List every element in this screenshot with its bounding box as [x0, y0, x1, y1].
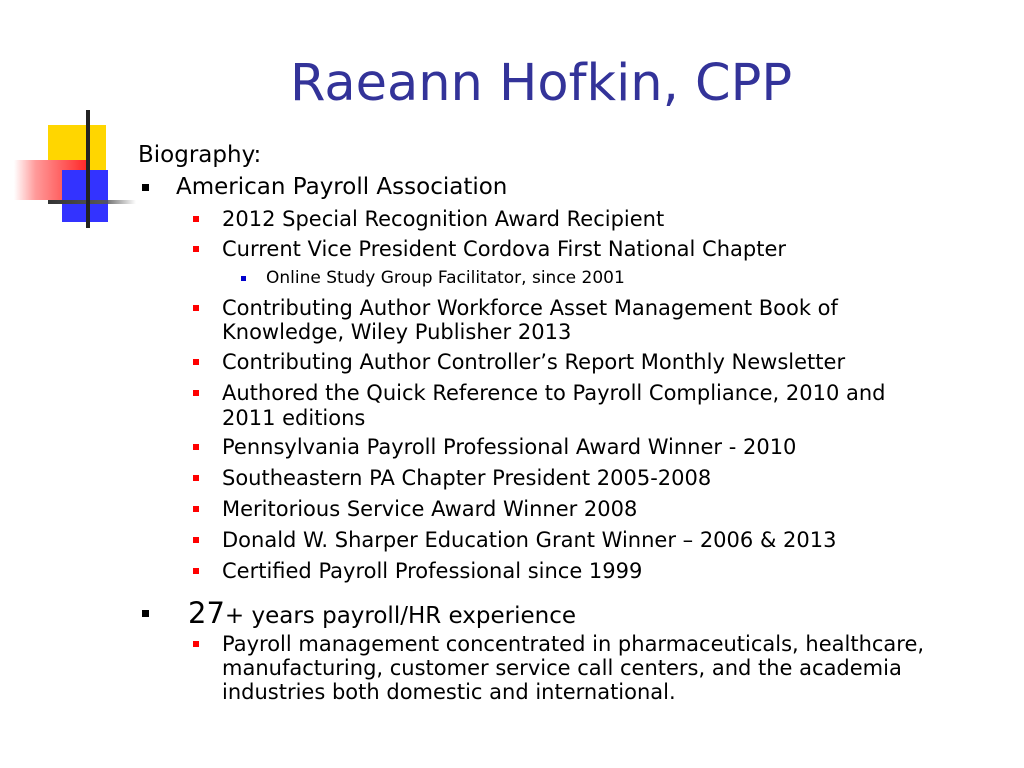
bullet-level2	[193, 641, 199, 647]
slide-title: Raeann Hofkin, CPP	[290, 54, 793, 113]
bullet-level3	[241, 276, 246, 281]
biography-label: Biography:	[138, 142, 262, 168]
decorative-horizontal-line	[48, 200, 136, 204]
decorative-blue-square	[62, 170, 108, 222]
decorative-vertical-line	[86, 110, 90, 228]
bullet-level2	[193, 390, 199, 396]
bullet-level2	[193, 216, 199, 222]
experience-heading-text: + years payroll/HR experience	[224, 603, 577, 629]
list-item: Contributing Author Workforce Asset Management Book of	[222, 296, 838, 320]
bullet-level2	[193, 475, 199, 481]
list-item: Payroll management concentrated in pharmaceuticals, healthcare,	[222, 632, 925, 656]
list-item: Online Study Group Facilitator, since 2001	[266, 268, 625, 288]
list-item-continuation: manufacturing, customer service call centers, and the academia	[222, 656, 902, 680]
section-heading-experience	[188, 596, 576, 630]
list-item: 2012 Special Recognition Award Recipient	[222, 207, 665, 231]
list-item-continuation: industries both domestic and international.	[222, 680, 676, 704]
list-item: Pennsylvania Payroll Professional Award Winner - 2010	[222, 435, 797, 459]
list-item: Meritorious Service Award Winner 2008	[222, 497, 638, 521]
list-item: Current Vice President Cordova First National Chapter	[222, 237, 786, 261]
list-item: Contributing Author Controller’s Report Monthly Newsletter	[222, 350, 846, 374]
bullet-level2	[193, 568, 199, 574]
list-item: Authored the Quick Reference to Payroll Compliance, 2010 and	[222, 381, 886, 405]
bullet-level1	[142, 184, 149, 191]
bullet-level2	[193, 246, 199, 252]
bullet-level2	[193, 506, 199, 512]
bullet-level2	[193, 359, 199, 365]
list-item: Southeastern PA Chapter President 2005-2008	[222, 466, 712, 490]
experience-years-number: 27	[188, 596, 225, 630]
bullet-level2	[193, 537, 199, 543]
section-heading-apa: American Payroll Association	[176, 174, 508, 200]
bullet-level1	[142, 610, 149, 617]
bullet-level2	[193, 444, 199, 450]
bullet-level2	[193, 305, 199, 311]
list-item-continuation: Knowledge, Wiley Publisher 2013	[222, 320, 572, 344]
list-item-continuation: 2011 editions	[222, 406, 366, 430]
list-item: Donald W. Sharper Education Grant Winner – 2006 & 2013	[222, 528, 837, 552]
list-item: Certified Payroll Professional since 1999	[222, 559, 643, 583]
